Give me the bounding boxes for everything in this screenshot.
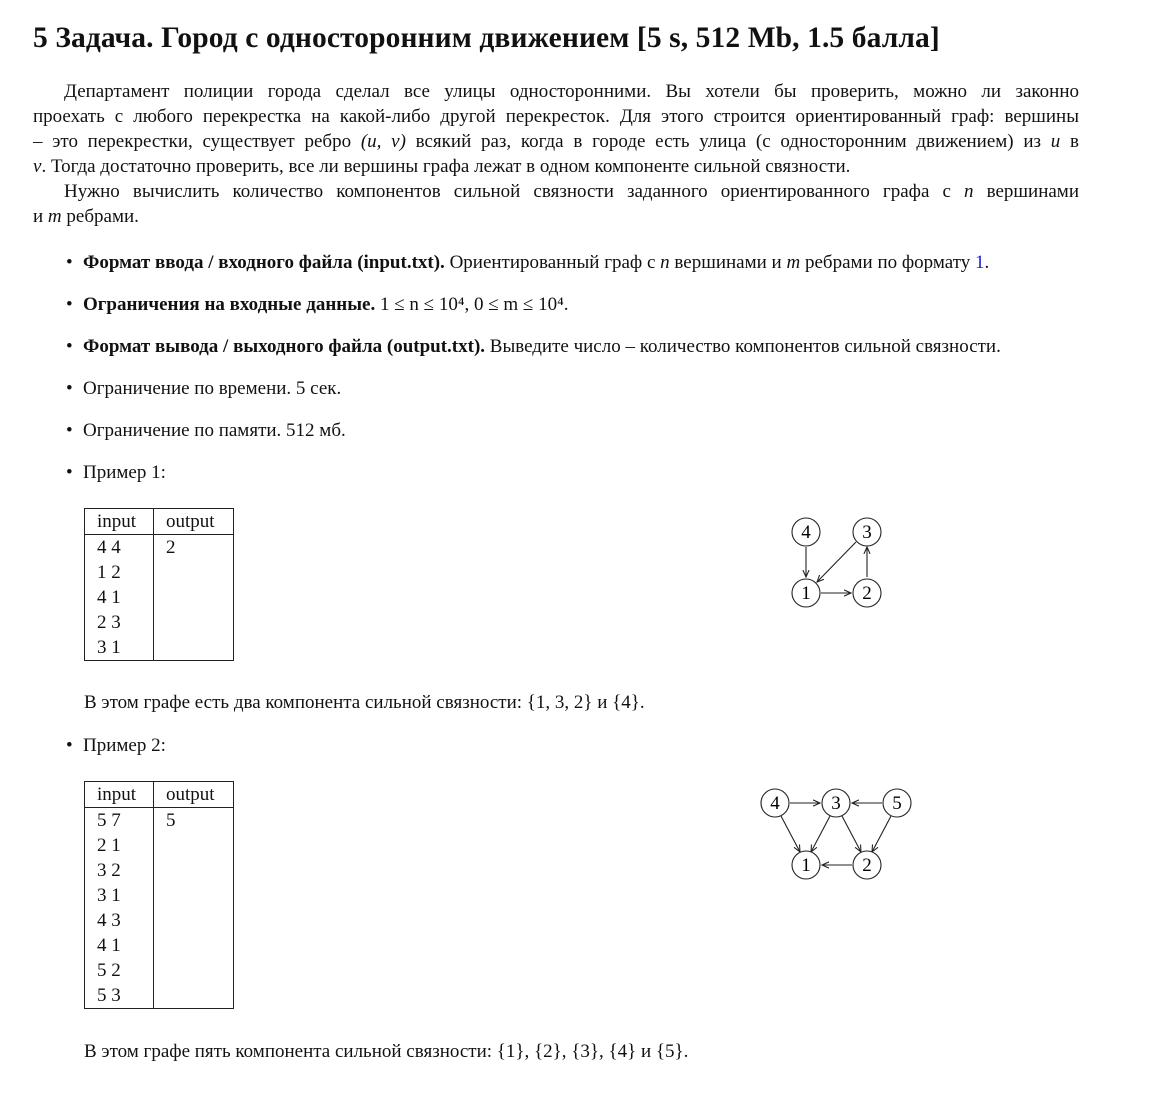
output-cell: 5 [166,810,176,831]
graph-node [883,789,911,817]
bullet-memory-limit: • Ограничение по памяти. 512 мб. [66,420,346,441]
svg-text:1: 1 [801,855,811,876]
statement-line: Нужно вычислить количество компонентов сильной связности заданного ориентированного графа с n вершинами [64,181,1079,202]
svg-text:4: 4 [770,793,780,814]
graph-node [792,518,820,546]
svg-text:2: 2 [862,583,872,604]
statement-line: и m ребрами. [33,206,139,227]
graph-node [822,789,850,817]
edge-3-2 [842,816,861,852]
input-cell: 5 7 2 1 3 2 3 1 4 3 4 1 5 2 5 3 [85,808,154,1009]
output-cell: 2 [166,537,176,558]
svg-text:2: 2 [862,855,872,876]
output-header: output [154,782,234,808]
edge-3-1 [811,816,830,852]
statement-line: – это перекрестки, существует ребро (u, v) всякий раз, когда в городе есть улица (с односторонним движением) из u в [33,131,1079,152]
edge-3-1 [817,542,856,582]
statement-paragraph-1 [33,79,1079,179]
graph-node [761,789,789,817]
graph-node [792,579,820,607]
edge-5-2 [872,816,891,852]
statement-paragraph-2 [33,179,1079,229]
table-row [85,535,234,661]
problem-title: 5 Задача. Город с односторонним движением [5 s, 512 Mb, 1.5 балла] [33,22,940,54]
input-header: input [85,509,154,535]
bullet-time-limit: • Ограничение по времени. 5 сек. [66,378,342,399]
edge-4-1 [781,816,800,852]
statement-line: v. Тогда достаточно проверить, все ли вершины графа лежат в одном компоненте сильной связности. [33,156,851,177]
example-1-graph [780,510,900,610]
svg-text:5: 5 [892,793,902,814]
input-cell: 4 4 1 2 4 1 2 3 3 1 [85,535,154,661]
example-1-table [84,508,234,661]
bullet-example-2: • Пример 2: [66,735,166,756]
statement-line: Департамент полиции города сделал все улицы односторонними. Вы хотели бы проверить, можно ли законно [64,81,1079,102]
example-2-graph [750,782,930,882]
graph-node [792,851,820,879]
bullet-output-format: • Формат вывода / выходного файла (output.txt). Выведите число – количество компонентов сильной связности. [66,336,1001,357]
example-2-table [84,781,234,1009]
svg-text:4: 4 [801,522,811,543]
output-header: output [154,509,234,535]
input-header: input [85,782,154,808]
table-row [85,808,234,1009]
example-1-caption: В этом графе есть два компонента сильной связности: {1, 3, 2} и {4}. [84,692,645,713]
graph-node [853,579,881,607]
svg-text:3: 3 [831,793,841,814]
example-2-caption: В этом графе пять компонента сильной связности: {1}, {2}, {3}, {4} и {5}. [84,1041,689,1062]
statement-line: проехать с любого перекрестка на какой-либо другой перекресток. Для этого строится ориентированный граф: вершины [33,106,1079,127]
graph-node [853,851,881,879]
bullet-input-limits: • Ограничения на входные данные. 1 ≤ n ≤ 10⁴, 0 ≤ m ≤ 10⁴. [66,294,569,315]
bullet-example-1: • Пример 1: [66,462,166,483]
bullet-input-format: • Формат ввода / входного файла (input.txt). Ориентированный граф с n вершинами и m ребрами по формату 1. [66,252,990,273]
svg-text:1: 1 [801,583,811,604]
svg-text:3: 3 [862,522,872,543]
format-reference-link[interactable]: 1 [975,252,985,273]
graph-node [853,518,881,546]
